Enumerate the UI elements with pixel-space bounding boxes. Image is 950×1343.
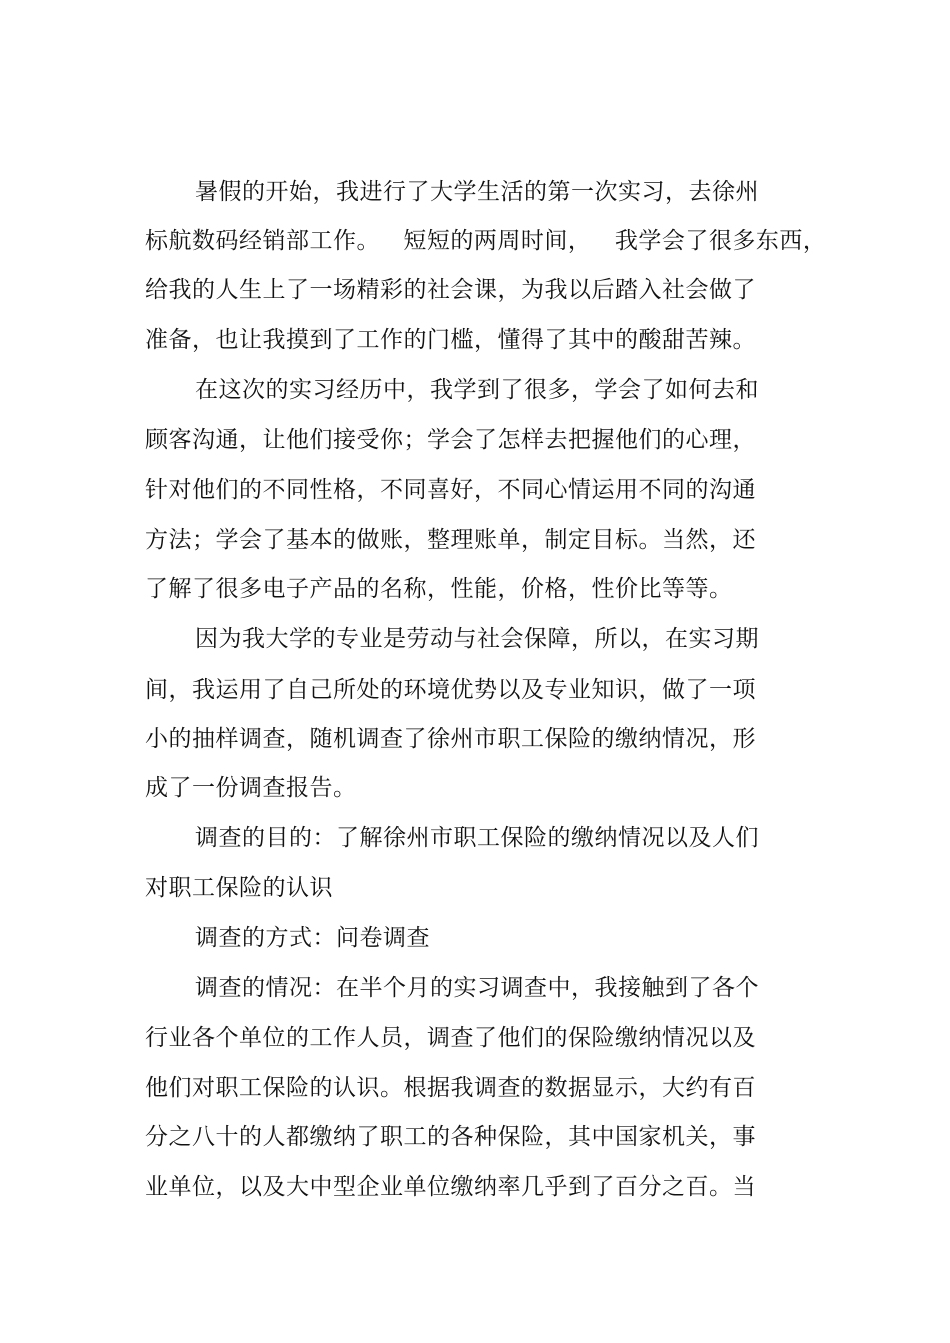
paragraph-6-line-1: 调查的情况：在半个月的实习调查中，我接触到了各个 xyxy=(195,975,759,1001)
paragraph-6-line-2: 行业各个单位的工作人员，调查了他们的保险缴纳情况以及 xyxy=(145,1025,756,1051)
paragraph-2-line-1: 在这次的实习经历中，我学到了很多，学会了如何去和 xyxy=(195,377,759,403)
paragraph-1-line-4: 准备，也让我摸到了工作的门槛，懂得了其中的酸甜苦辣。 xyxy=(145,327,756,353)
paragraph-2-line-3: 针对他们的不同性格，不同喜好，不同心情运用不同的沟通 xyxy=(145,477,756,503)
paragraph-2-line-5: 了解了很多电子产品的名称，性能，价格，性价比等等。 xyxy=(145,576,733,602)
paragraph-2-line-2: 顾客沟通，让他们接受你；学会了怎样去把握他们的心理， xyxy=(145,427,756,453)
paragraph-4-line-2: 对职工保险的认识 xyxy=(145,875,333,901)
paragraph-3-line-4: 成了一份调查报告。 xyxy=(145,775,357,801)
paragraph-3-line-2: 间，我运用了自己所处的环境优势以及专业知识，做了一项 xyxy=(145,677,756,703)
paragraph-3-line-1: 因为我大学的专业是劳动与社会保障，所以，在实习期 xyxy=(195,626,759,652)
paragraph-4-line-1: 调查的目的：了解徐州市职工保险的缴纳情况以及人们 xyxy=(195,825,759,851)
paragraph-2-line-4: 方法；学会了基本的做账，整理账单，制定目标。当然，还 xyxy=(145,527,756,553)
paragraph-6-line-3: 他们对职工保险的认识。根据我调查的数据显示，大约有百 xyxy=(145,1075,756,1101)
paragraph-5-line-1: 调查的方式：问卷调查 xyxy=(195,925,430,951)
paragraph-6-line-5: 业单位，以及大中型企业单位缴纳率几乎到了百分之百。当 xyxy=(145,1174,756,1200)
paragraph-6-line-4: 分之八十的人都缴纳了职工的各种保险，其中国家机关，事 xyxy=(145,1124,756,1150)
paragraph-1-line-1: 暑假的开始，我进行了大学生活的第一次实习，去徐州 xyxy=(195,179,759,205)
paragraph-3-line-3: 小的抽样调查，随机调查了徐州市职工保险的缴纳情况，形 xyxy=(145,726,756,752)
paragraph-1-line-2: 标航数码经销部工作。 短短的两周时间， 我学会了很多东西， xyxy=(145,228,827,254)
paragraph-1-line-3: 给我的人生上了一场精彩的社会课，为我以后踏入社会做了 xyxy=(145,277,756,303)
